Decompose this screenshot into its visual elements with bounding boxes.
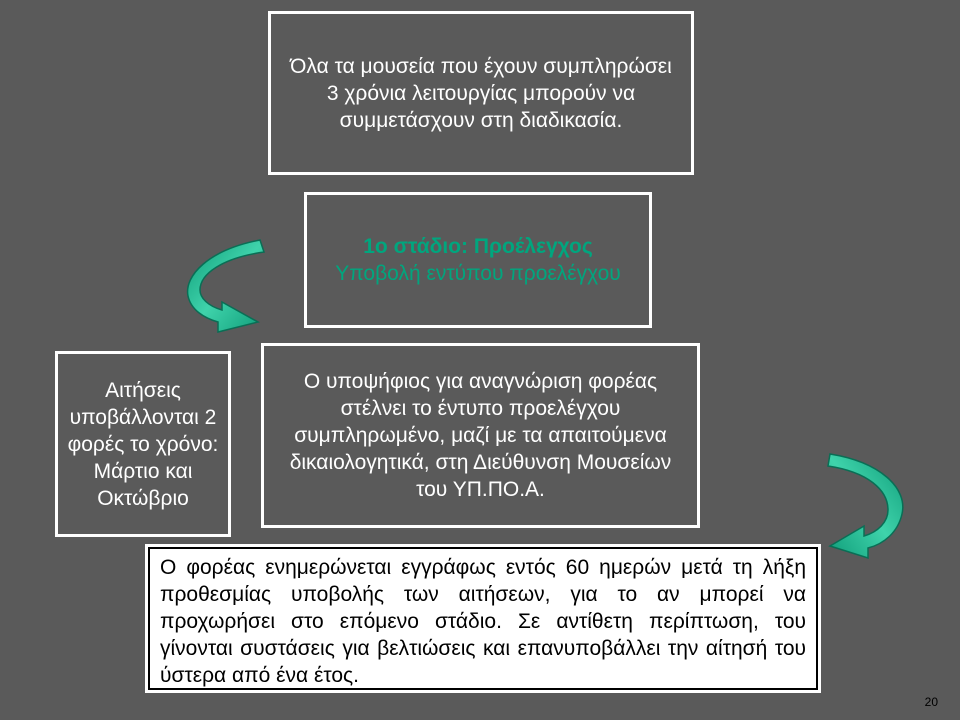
stage-subtitle: Υποβολή εντύπου προελέγχου [335, 262, 621, 285]
stage-box [304, 192, 652, 328]
eligibility-text: Όλα τα μουσεία που έχουν συμπληρώσει 3 χρόνια λειτουργίας μπορούν να συμμετάσχουν στη διαδικασία. [290, 54, 672, 132]
curved-arrow-icon [824, 448, 914, 568]
schedule-box [55, 351, 231, 537]
schedule-text: Αιτήσεις υποβάλλονται 2 φορές το χρόνο: Μάρτιο και Οκτώβριο [67, 378, 219, 510]
slide-number: 20 [924, 695, 938, 709]
eligibility-box [268, 11, 694, 175]
curved-arrow-icon [178, 236, 268, 348]
stage-title: 1ο στάδιο: Προέλεγχος [363, 235, 593, 258]
notification-text: Ο φορέας ενημερώνεται εγγράφως εντός 60 ημερών μετά τη λήξη προθεσμίας υποβολής των αιτήσεων, για το αν μπορεί να προχωρήσει στο επόμενο στάδιο. Σε αντίθετη περίπτωση, του γίνονται συστάσεις για βελτιώσεις και επανυποβάλλει την αίτησή του ύστερα από ένα έτος. [160, 556, 806, 687]
submission-box [261, 343, 700, 528]
submission-text: Ο υποψήφιος για αναγνώριση φορέας στέλνει το έντυπο προελέγχου συμπληρωμένο, μαζί με τα απαιτούμενα δικαιολογητικά, στη Διεύθυνση Μουσείων του ΥΠ.ΠΟ.Α. [289, 370, 672, 501]
notification-box [145, 544, 821, 693]
